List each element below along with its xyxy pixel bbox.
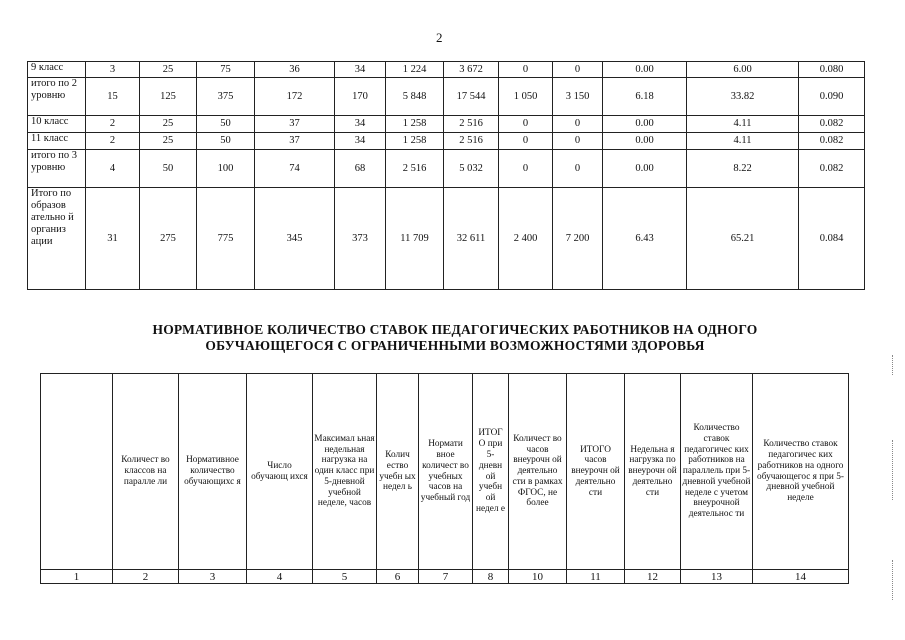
table-cell: 68 [335, 150, 386, 188]
table-cell: 775 [197, 188, 255, 290]
table-cell: 1 258 [386, 133, 444, 150]
table-cell: 4 [86, 150, 140, 188]
table-cell: 25 [140, 62, 197, 78]
table-cell: 0.082 [799, 116, 865, 133]
table-cell: 0.00 [603, 150, 687, 188]
column-header: ИТОГО часов внеурочн ой деятельно сти [567, 374, 625, 570]
column-number: 6 [377, 570, 419, 584]
table-cell: 345 [255, 188, 335, 290]
table-cell: 1 224 [386, 62, 444, 78]
row-label: итого по 2 уровню [28, 78, 86, 116]
table-cell: 1 258 [386, 116, 444, 133]
table-cell: 11 709 [386, 188, 444, 290]
row-label: итого по 3 уровню [28, 150, 86, 188]
table-cell: 0 [499, 150, 553, 188]
table-cell: 34 [335, 116, 386, 133]
table-cell: 0 [553, 62, 603, 78]
column-header: Число обучающ ихся [247, 374, 313, 570]
table-cell: 0.084 [799, 188, 865, 290]
table-cell: 2 516 [386, 150, 444, 188]
table-cell: 2 516 [444, 133, 499, 150]
table-cell: 4.11 [687, 116, 799, 133]
table-row [28, 78, 865, 116]
table-cell: 37 [255, 133, 335, 150]
column-header [41, 374, 113, 570]
table-cell: 275 [140, 188, 197, 290]
table-row [28, 150, 865, 188]
table-cell: 0 [553, 150, 603, 188]
table-cell: 3 150 [553, 78, 603, 116]
column-header: Количество ставок педагогичес ких работников на параллель при 5- дневной учебной неделе с учетом внеурочной деятельнос ти [681, 374, 753, 570]
table-cell: 3 672 [444, 62, 499, 78]
table-cell: 0.082 [799, 150, 865, 188]
table-cell: 37 [255, 116, 335, 133]
table-cell: 375 [197, 78, 255, 116]
table-row [28, 133, 865, 150]
table-cell: 50 [197, 133, 255, 150]
table-cell: 6.43 [603, 188, 687, 290]
table-cell: 2 400 [499, 188, 553, 290]
row-label: 10 класс [28, 116, 86, 133]
table-cell: 5 848 [386, 78, 444, 116]
page-edge-mark [892, 560, 893, 600]
column-header: ИТОГ О при 5- дневн ой учебн ой недел е [473, 374, 509, 570]
table-cell: 65.21 [687, 188, 799, 290]
table-cell: 3 [86, 62, 140, 78]
column-number: 1 [41, 570, 113, 584]
table-row [28, 116, 865, 133]
column-header: Недельна я нагрузка по внеурочн ой деятельно сти [625, 374, 681, 570]
table-cell: 0.00 [603, 62, 687, 78]
ovz-teacher-rate-table [40, 373, 849, 584]
table-cell: 0.082 [799, 133, 865, 150]
column-number: 14 [753, 570, 849, 584]
table-cell: 0 [499, 133, 553, 150]
table-cell: 17 544 [444, 78, 499, 116]
table-cell: 170 [335, 78, 386, 116]
section-heading-line-1: НОРМАТИВНОЕ КОЛИЧЕСТВО СТАВОК ПЕДАГОГИЧЕСКИХ РАБОТНИКОВ НА ОДНОГО [152, 322, 758, 337]
column-header: Колич ество учебн ых недел ь [377, 374, 419, 570]
column-number: 4 [247, 570, 313, 584]
table-cell: 25 [140, 133, 197, 150]
column-header: Количество ставок педагогичес ких работников на одного обучающегос я при 5- дневной учебной неделе [753, 374, 849, 570]
column-header: Максимал ьная недельная нагрузка на один класс при 5-дневной учебной неделе, часов [313, 374, 377, 570]
column-number: 3 [179, 570, 247, 584]
table-cell: 0 [553, 116, 603, 133]
table-cell: 75 [197, 62, 255, 78]
column-number: 10 [509, 570, 567, 584]
table-cell: 34 [335, 133, 386, 150]
column-number: 12 [625, 570, 681, 584]
row-label: 9 класс [28, 62, 86, 78]
column-header: Количест во часов внеурочн ой деятельно сти в рамках ФГОС, не более [509, 374, 567, 570]
table-cell: 373 [335, 188, 386, 290]
section-heading [40, 322, 870, 354]
page-edge-mark [892, 440, 893, 500]
table-cell: 1 050 [499, 78, 553, 116]
table-cell: 172 [255, 78, 335, 116]
table-cell: 7 200 [553, 188, 603, 290]
table-cell: 125 [140, 78, 197, 116]
column-number: 5 [313, 570, 377, 584]
column-number: 7 [419, 570, 473, 584]
table-cell: 34 [335, 62, 386, 78]
table-cell: 33.82 [687, 78, 799, 116]
table-cell: 6.00 [687, 62, 799, 78]
section-heading-line-2: ОБУЧАЮЩЕГОСЯ С ОГРАНИЧЕННЫМИ ВОЗМОЖНОСТЯМИ ЗДОРОВЬЯ [205, 338, 705, 353]
table-cell: 50 [197, 116, 255, 133]
table-cell: 4.11 [687, 133, 799, 150]
table-header-row [41, 374, 849, 570]
table-cell: 100 [197, 150, 255, 188]
table-cell: 32 611 [444, 188, 499, 290]
row-label: Итого по образов ательно й организ ации [28, 188, 86, 290]
table-cell: 31 [86, 188, 140, 290]
column-header: Количест во классов на паралле ли [113, 374, 179, 570]
table-cell: 8.22 [687, 150, 799, 188]
table-cell: 0.090 [799, 78, 865, 116]
table-cell: 25 [140, 116, 197, 133]
column-number: 8 [473, 570, 509, 584]
table-cell: 15 [86, 78, 140, 116]
page-number: 2 [436, 30, 443, 45]
table-cell: 0.00 [603, 116, 687, 133]
row-label: 11 класс [28, 133, 86, 150]
table-cell: 74 [255, 150, 335, 188]
table-cell: 0 [499, 116, 553, 133]
table-cell: 2 516 [444, 116, 499, 133]
table-cell: 50 [140, 150, 197, 188]
table-cell: 5 032 [444, 150, 499, 188]
table-cell: 6.18 [603, 78, 687, 116]
page-edge-mark [892, 355, 893, 375]
column-number: 2 [113, 570, 179, 584]
column-header: Нормати вное количест во учебных часов на учебный год [419, 374, 473, 570]
table-cell: 2 [86, 133, 140, 150]
table-cell: 0.080 [799, 62, 865, 78]
table-row [28, 62, 865, 78]
table-cell: 2 [86, 116, 140, 133]
column-number: 11 [567, 570, 625, 584]
column-number: 13 [681, 570, 753, 584]
column-header: Нормативное количество обучающихс я [179, 374, 247, 570]
column-number-row [41, 570, 849, 584]
table-cell: 0 [499, 62, 553, 78]
teacher-load-table-continued [27, 61, 865, 290]
table-row [28, 188, 865, 290]
table-cell: 0 [553, 133, 603, 150]
table-cell: 0.00 [603, 133, 687, 150]
table-cell: 36 [255, 62, 335, 78]
